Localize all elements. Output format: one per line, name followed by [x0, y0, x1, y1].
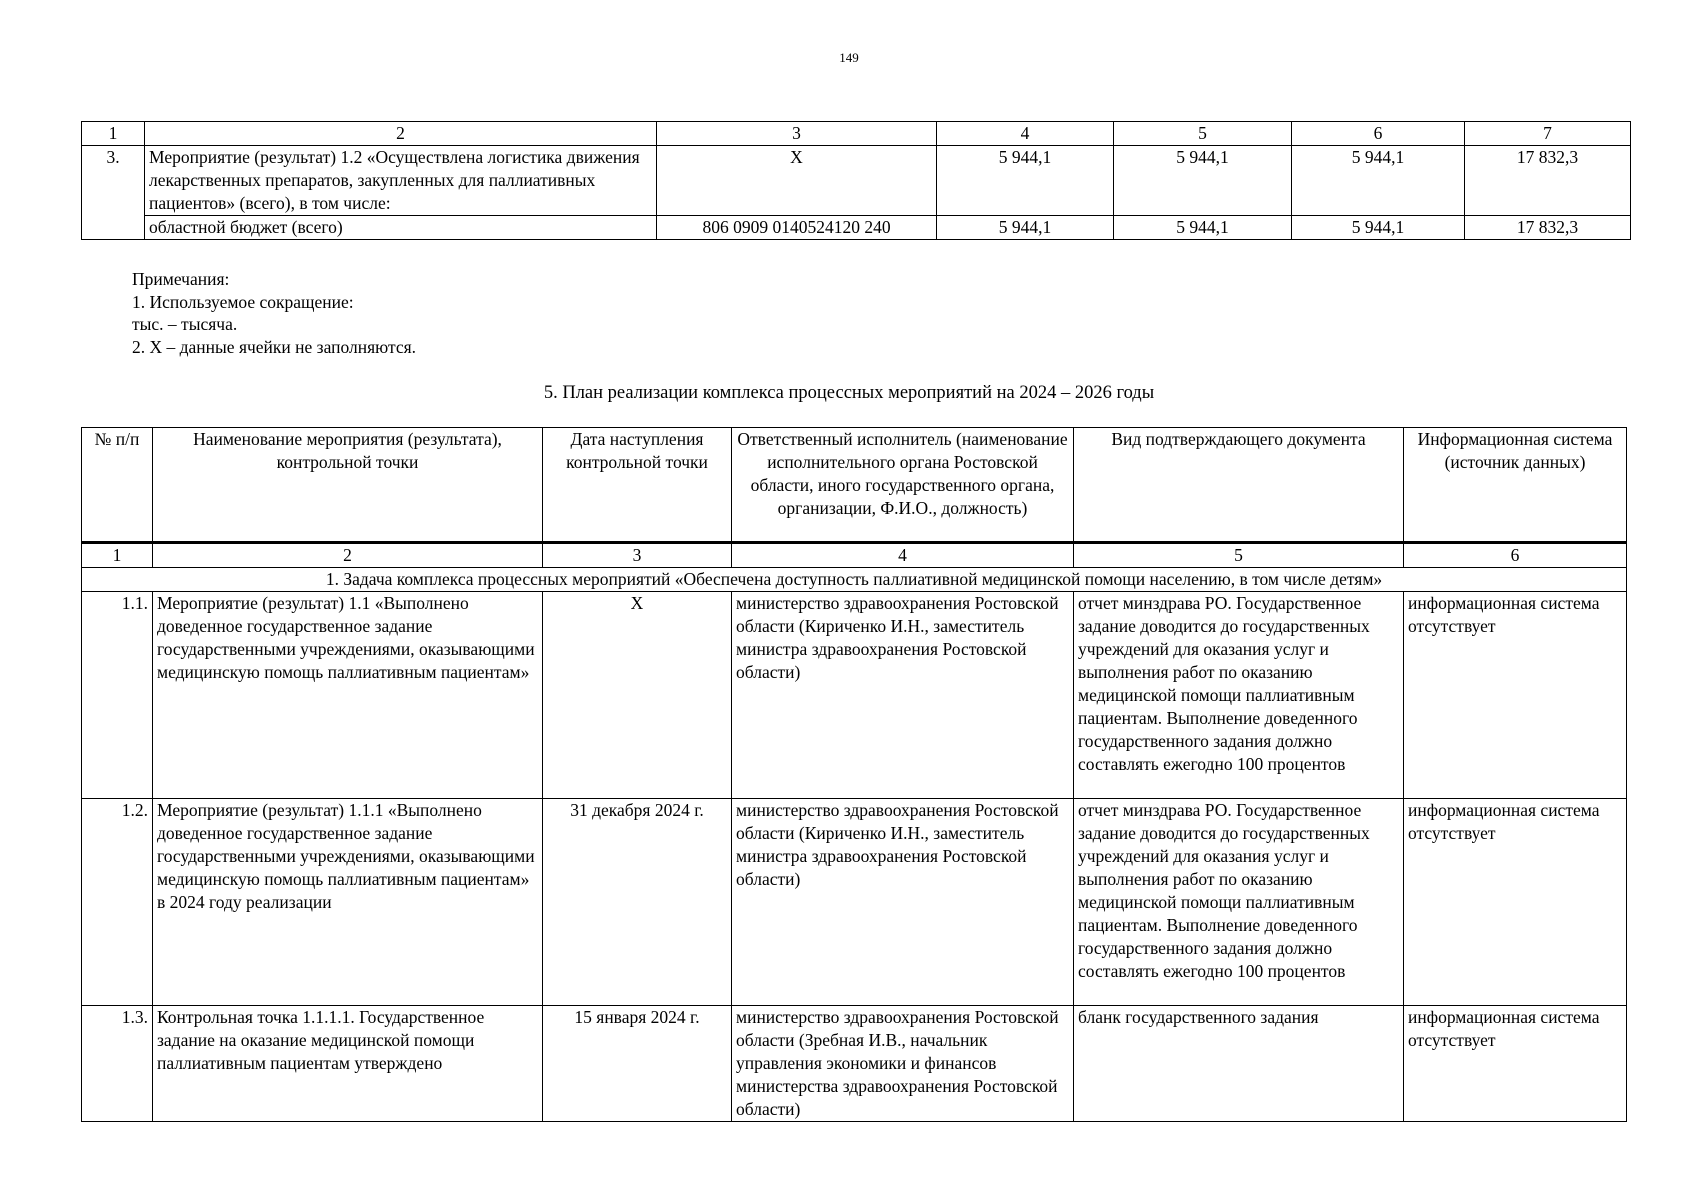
- executor: министерство здравоохранения Ростовской области (Зребная И.В., начальник управления экономики и финансов министерства здравоохранения Ростовской области): [732, 1006, 1074, 1122]
- column-number: 3: [543, 543, 732, 568]
- activity-name: Мероприятие (результат) 1.2 «Осуществлена логистика движения лекарственных препаратов, закупленных для паллиативных пациентов» (всего), в том числе:: [145, 146, 657, 216]
- column-numbers-row: [82, 543, 1627, 568]
- info-system: информационная система отсутствует: [1404, 1006, 1627, 1122]
- notes-title: Примечания:: [132, 269, 230, 289]
- column-number: 6: [1404, 543, 1627, 568]
- activity-name: Мероприятие (результат) 1.1.1 «Выполнено доведенное государственное задание государственными учреждениями, оказывающими медицинскую помощь паллиативным пациентам» в 2024 году реализации: [153, 799, 543, 1006]
- value-2026: 5 944,1: [1292, 216, 1465, 240]
- header-date: Дата наступления контрольной точки: [543, 428, 732, 543]
- activity-name: областной бюджет (всего): [145, 216, 657, 240]
- budget-code: 806 0909 0140524120 240: [657, 216, 937, 240]
- budget-code: X: [657, 146, 937, 216]
- document-type: бланк государственного задания: [1074, 1006, 1404, 1122]
- value-2025: 5 944,1: [1114, 146, 1292, 216]
- row-number: 1.1.: [82, 592, 153, 799]
- header-system: Информационная система (источник данных): [1404, 428, 1627, 543]
- budget-header-cell: 7: [1465, 122, 1631, 146]
- header-num: № п/п: [82, 428, 153, 543]
- document-type: отчет минздрава РО. Государственное задание доводится до государственных учреждений для оказания услуг и выполнения работ по оказанию медицинской помощи паллиативным пациентам. Выполнение доведенного государственного задания должно составлять ежегодно 100 процентов: [1074, 799, 1404, 1006]
- table-row: [82, 592, 1627, 799]
- table-row: [82, 799, 1627, 1006]
- control-date: 31 декабря 2024 г.: [543, 799, 732, 1006]
- executor: министерство здравоохранения Ростовской области (Кириченко И.Н., заместитель министра здравоохранения Ростовской области): [732, 592, 1074, 799]
- task-title: 1. Задача комплекса процессных мероприятий «Обеспечена доступность паллиативной медицинской помощи населению, в том числе детям»: [82, 568, 1627, 592]
- task-row: [82, 568, 1627, 592]
- row-number: 1.3.: [82, 1006, 153, 1122]
- notes: [132, 268, 416, 358]
- column-number: 4: [732, 543, 1074, 568]
- note-line: 1. Используемое сокращение:: [132, 291, 354, 312]
- budget-header-cell: 2: [145, 122, 657, 146]
- header-executor: Ответственный исполнитель (наименование исполнительного органа Ростовской области, иного государственного органа, организации, Ф.И.О., должность): [732, 428, 1074, 543]
- note-line: тыс. – тысяча.: [132, 314, 238, 334]
- control-point-name: Контрольная точка 1.1.1.1. Государственное задание на оказание медицинской помощи паллиативным пациентам утверждено: [153, 1006, 543, 1122]
- table-row: [82, 216, 1631, 240]
- page-number: 149: [839, 50, 859, 65]
- control-date: 15 января 2024 г.: [543, 1006, 732, 1122]
- budget-header-cell: 6: [1292, 122, 1465, 146]
- info-system: информационная система отсутствует: [1404, 592, 1627, 799]
- column-number: 2: [153, 543, 543, 568]
- header-name: Наименование мероприятия (результата), контрольной точки: [153, 428, 543, 543]
- budget-table: [81, 121, 1631, 240]
- table-row: [82, 1006, 1627, 1122]
- executor: министерство здравоохранения Ростовской области (Кириченко И.Н., заместитель министра здравоохранения Ростовской области): [732, 799, 1074, 1006]
- control-date: X: [543, 592, 732, 799]
- value-2025: 5 944,1: [1114, 216, 1292, 240]
- document-type: отчет минздрава РО. Государственное задание доводится до государственных учреждений для оказания услуг и выполнения работ по оказанию медицинской помощи паллиативным пациентам. Выполнение доведенного государственного задания должно составлять ежегодно 100 процентов: [1074, 592, 1404, 799]
- value-2024: 5 944,1: [937, 216, 1114, 240]
- info-system: информационная система отсутствует: [1404, 799, 1627, 1006]
- table-row: [82, 146, 1631, 216]
- budget-header-cell: 5: [1114, 122, 1292, 146]
- budget-header-cell: 1: [82, 122, 145, 146]
- value-total: 17 832,3: [1465, 216, 1631, 240]
- value-2024: 5 944,1: [937, 146, 1114, 216]
- column-number: 5: [1074, 543, 1404, 568]
- value-total: 17 832,3: [1465, 146, 1631, 216]
- budget-header-cell: 3: [657, 122, 937, 146]
- budget-table-header-row: [82, 122, 1631, 146]
- row-number: 1.2.: [82, 799, 153, 1006]
- activity-name: Мероприятие (результат) 1.1 «Выполнено доведенное государственное задание государственными учреждениями, оказывающими медицинскую помощь паллиативным пациентам»: [153, 592, 543, 799]
- column-number: 1: [82, 543, 153, 568]
- plan-table-header-row: [82, 428, 1627, 543]
- section-title: 5. План реализации комплекса процессных мероприятий на 2024 – 2026 годы: [543, 383, 1155, 403]
- note-line: 2. X – данные ячейки не заполняются.: [132, 336, 417, 357]
- plan-table: [81, 427, 1627, 1122]
- budget-header-cell: 4: [937, 122, 1114, 146]
- row-number: 3.: [82, 146, 145, 240]
- header-document: Вид подтверждающего документа: [1074, 428, 1404, 543]
- value-2026: 5 944,1: [1292, 146, 1465, 216]
